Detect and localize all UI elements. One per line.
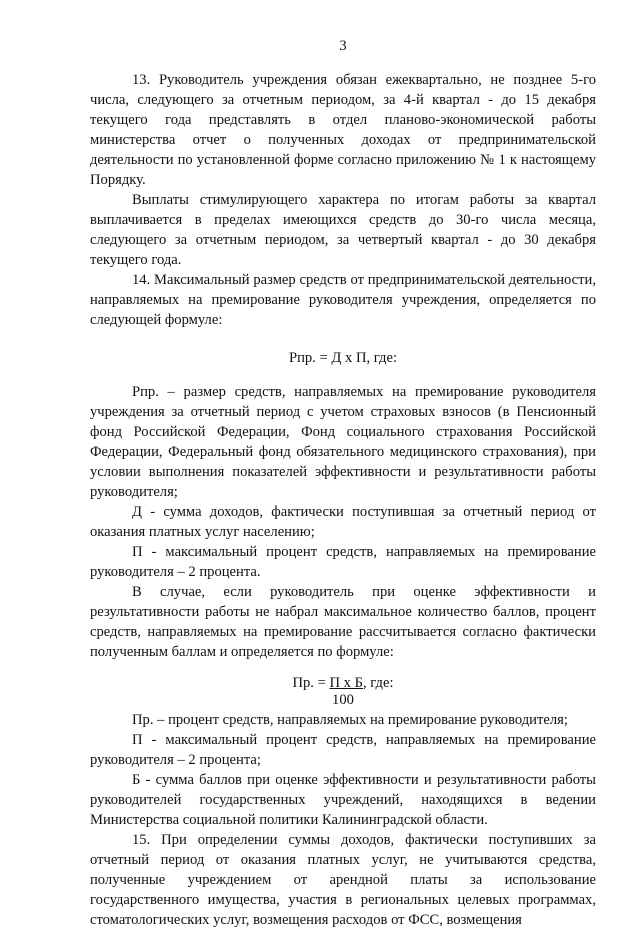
page-number: 3 <box>339 38 347 54</box>
paragraph-stimulus-payments: Выплаты стимулирующего характера по итогам работы за квартал выплачивается в пределах имеющихся средств до 30-го числа месяца, следующего за отчетным периодом, за четвертый квартал - до 30 декабря текущего года. <box>90 192 596 268</box>
paragraph-p-definition: П - максимальный процент средств, направляемых на премирование руководителя – 2 процента. <box>90 544 596 580</box>
paragraph-b-definition: Б - сумма баллов при оценке эффективности и результативности работы руководителей государственных учреждений, находящихся в ведении Министерства социальной политики Калининградской области. <box>90 772 596 828</box>
formula-rpr: Рпр. = Д х П, где: <box>289 350 397 366</box>
formula-pr-suffix: , где: <box>363 675 394 691</box>
paragraph-item-14: 14. Максимальный размер средств от предпринимательской деятельности, направляемых на премирование руководителя учреждения, определяется по следующей формуле: <box>90 272 596 328</box>
formula-pr-denominator: 100 <box>332 692 354 708</box>
formula-pr-lhs: Пр. = <box>292 675 330 691</box>
paragraph-item-13: 13. Руководитель учреждения обязан ежеквартально, не позднее 5-го числа, следующего за отчетным периодом, за 4-й квартал - до 15 декабря текущего года представлять в отдел планово-экономической работы министерства отчет о полученных доходах от предпринимательской деятельности по установленной форме согласно приложению № 1 к настоящему Порядку. <box>90 72 596 188</box>
paragraph-case-scoring: В случае, если руководитель при оценке эффективности и результативности работы не набрал максимальное количество баллов, процент средств, направляемых на премирование рассчитывается согласно фактически полученным баллам и определяется по формуле: <box>90 584 596 660</box>
paragraph-pr-definition: Пр. – процент средств, направляемых на премирование руководителя; <box>132 712 568 728</box>
paragraph-rpr-definition: Рпр. – размер средств, направляемых на премирование руководителя учреждения за отчетный период с учетом страховых взносов (в Пенсионный фонд Российской Федерации, Фонд социального страхования Российской Федерации, Федеральный фонд обязательного медицинского страхования), при условии выполнения показателей эффективности и результативности работы руководителя; <box>90 384 596 500</box>
paragraph-p-definition-2: П - максимальный процент средств, направляемых на премирование руководителя – 2 процента; <box>90 732 596 768</box>
paragraph-d-definition: Д - сумма доходов, фактически поступившая за отчетный период от оказания платных услуг населению; <box>90 504 596 540</box>
paragraph-item-15: 15. При определении суммы доходов, фактически поступивших за отчетный период от оказания платных услуг, не учитываются средства, полученные учреждением от арендной платы за использование государственного имущества, участия в региональных целевых программах, стоматологических услуг, возмещения расходов от ФСС, возмещения <box>90 832 596 928</box>
formula-pr-numerator: П х Б <box>329 675 363 691</box>
formula-pr <box>90 674 596 708</box>
document-page <box>90 36 596 930</box>
